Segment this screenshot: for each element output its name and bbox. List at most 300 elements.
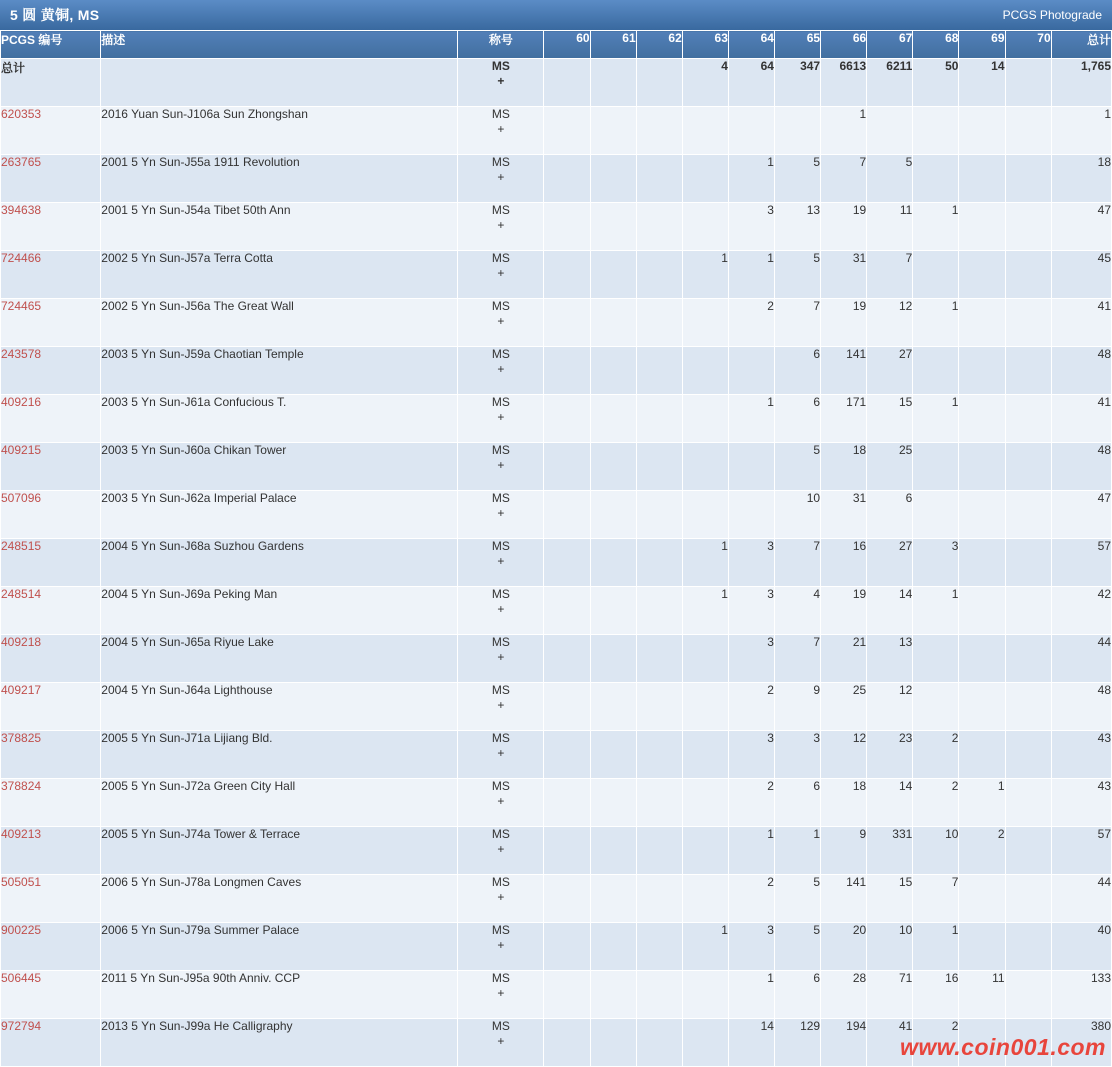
cell-grade-64: 1 (728, 971, 774, 1019)
cell-grade-64 (728, 107, 774, 155)
cell-grade-61 (590, 299, 636, 347)
cell-grade-63: 4 (682, 59, 728, 107)
cell-grade-64: 2 (728, 779, 774, 827)
cell-grade-designation: MS + (458, 635, 544, 683)
pcgs-number-link[interactable]: 409213 (1, 827, 42, 841)
cell-grade-60 (544, 491, 590, 539)
cell-grade-68 (913, 683, 959, 731)
pcgs-number-link[interactable]: 409216 (1, 395, 42, 409)
cell-grade-63 (682, 683, 728, 731)
cell-grade-60 (544, 443, 590, 491)
cell-total: 1 (1051, 107, 1111, 155)
cell-grade-63 (682, 443, 728, 491)
cell-grade-61 (590, 203, 636, 251)
cell-grade-65: 7 (774, 299, 820, 347)
cell-grade-70 (1005, 395, 1051, 443)
cell-grade-67: 14 (867, 779, 913, 827)
cell-grade-67: 10 (867, 923, 913, 971)
cell-pcgs-number[interactable] (1, 395, 101, 443)
table-row (1, 299, 1112, 347)
pcgs-number-link[interactable]: 248514 (1, 587, 42, 601)
cell-grade-designation: MS + (458, 347, 544, 395)
cell-grade-67 (867, 107, 913, 155)
cell-grade-designation: MS + (458, 875, 544, 923)
cell-grade-63 (682, 875, 728, 923)
cell-grade-68: 2 (913, 731, 959, 779)
cell-grade-64: 1 (728, 395, 774, 443)
cell-pcgs-number[interactable] (1, 923, 101, 971)
cell-grade-66: 18 (821, 443, 867, 491)
cell-grade-66: 141 (821, 347, 867, 395)
cell-grade-65: 5 (774, 923, 820, 971)
cell-grade-70 (1005, 779, 1051, 827)
cell-grade-68: 2 (913, 1019, 959, 1067)
cell-grade-66: 16 (821, 539, 867, 587)
table-body (1, 59, 1112, 1067)
cell-grade-61 (590, 971, 636, 1019)
photograde-label[interactable]: PCGS Photograde (1002, 8, 1102, 22)
cell-grade-70 (1005, 971, 1051, 1019)
cell-grade-63 (682, 347, 728, 395)
cell-grade-70 (1005, 443, 1051, 491)
table-row (1, 875, 1112, 923)
column-header-64[interactable]: 64 (728, 31, 774, 59)
pcgs-number-link[interactable]: 900225 (1, 923, 42, 937)
table-row (1, 683, 1112, 731)
cell-grade-62 (636, 155, 682, 203)
table-row (1, 491, 1112, 539)
cell-description: 2003 5 Yn Sun-J59a Chaotian Temple (101, 347, 458, 395)
cell-grade-68: 50 (913, 59, 959, 107)
cell-pcgs-number[interactable] (1, 299, 101, 347)
pcgs-number-link[interactable]: 972794 (1, 1019, 42, 1033)
cell-grade-65: 9 (774, 683, 820, 731)
cell-grade-62 (636, 587, 682, 635)
cell-grade-66: 28 (821, 971, 867, 1019)
cell-grade-61 (590, 107, 636, 155)
cell-grade-61 (590, 779, 636, 827)
site-watermark: www.coin001.com (899, 1034, 1106, 1060)
cell-grade-66: 9 (821, 827, 867, 875)
cell-grade-67: 331 (867, 827, 913, 875)
cell-grade-61 (590, 443, 636, 491)
cell-grade-designation: MS + (458, 827, 544, 875)
cell-grade-68: 7 (913, 875, 959, 923)
cell-grade-66: 141 (821, 875, 867, 923)
cell-grade-60 (544, 587, 590, 635)
cell-grade-69 (959, 731, 1005, 779)
cell-grade-61 (590, 683, 636, 731)
cell-grade-62 (636, 875, 682, 923)
cell-pcgs-number[interactable] (1, 155, 101, 203)
cell-grade-60 (544, 923, 590, 971)
cell-total: 133 (1051, 971, 1111, 1019)
cell-grade-63 (682, 299, 728, 347)
cell-grade-70 (1005, 875, 1051, 923)
pcgs-number-link: 总计 (1, 61, 26, 75)
cell-grade-70 (1005, 107, 1051, 155)
cell-grade-61 (590, 635, 636, 683)
cell-grade-65: 1 (774, 827, 820, 875)
cell-description: 2004 5 Yn Sun-J65a Riyue Lake (101, 635, 458, 683)
cell-grade-61 (590, 155, 636, 203)
cell-grade-69 (959, 491, 1005, 539)
cell-grade-65: 6 (774, 395, 820, 443)
cell-grade-63 (682, 731, 728, 779)
cell-grade-70 (1005, 539, 1051, 587)
table-row (1, 347, 1112, 395)
cell-grade-60 (544, 107, 590, 155)
cell-grade-62 (636, 539, 682, 587)
cell-grade-69 (959, 299, 1005, 347)
cell-description: 2005 5 Yn Sun-J74a Tower & Terrace (101, 827, 458, 875)
cell-grade-68: 1 (913, 203, 959, 251)
cell-pcgs-number[interactable] (1, 875, 101, 923)
column-header-grade[interactable]: 称号 (458, 31, 544, 59)
pcgs-number-link[interactable]: 724466 (1, 251, 42, 265)
table-row (1, 395, 1112, 443)
cell-grade-designation: MS + (458, 107, 544, 155)
cell-grade-62 (636, 971, 682, 1019)
pcgs-number-link[interactable]: 263765 (1, 155, 42, 169)
cell-description: 2011 5 Yn Sun-J95a 90th Anniv. CCP (101, 971, 458, 1019)
table-row (1, 251, 1112, 299)
cell-total: 44 (1051, 635, 1111, 683)
cell-pcgs-number[interactable] (1, 107, 101, 155)
population-table (0, 30, 1112, 1067)
cell-pcgs-number[interactable] (1, 683, 101, 731)
cell-grade-61 (590, 59, 636, 107)
column-header-description[interactable]: 描述 (101, 31, 458, 59)
cell-grade-69 (959, 875, 1005, 923)
cell-total: 48 (1051, 347, 1111, 395)
cell-pcgs-number[interactable] (1, 443, 101, 491)
cell-grade-69 (959, 1019, 1005, 1067)
cell-grade-61 (590, 875, 636, 923)
cell-grade-65: 10 (774, 491, 820, 539)
cell-grade-68: 2 (913, 779, 959, 827)
cell-grade-60 (544, 347, 590, 395)
cell-grade-65: 347 (774, 59, 820, 107)
cell-grade-60 (544, 683, 590, 731)
column-header-66[interactable]: 66 (821, 31, 867, 59)
cell-description (101, 59, 458, 107)
cell-description: 2001 5 Yn Sun-J54a Tibet 50th Ann (101, 203, 458, 251)
cell-grade-67: 27 (867, 347, 913, 395)
table-row (1, 635, 1112, 683)
column-header-70[interactable]: 70 (1005, 31, 1051, 59)
cell-grade-65: 13 (774, 203, 820, 251)
cell-grade-62 (636, 635, 682, 683)
cell-grade-61 (590, 347, 636, 395)
cell-grade-designation: MS + (458, 443, 544, 491)
cell-total: 47 (1051, 203, 1111, 251)
cell-grade-66: 25 (821, 683, 867, 731)
cell-grade-68 (913, 251, 959, 299)
cell-grade-62 (636, 731, 682, 779)
cell-pcgs-number[interactable] (1, 347, 101, 395)
cell-description: 2013 5 Yn Sun-J99a He Calligraphy (101, 1019, 458, 1067)
table-row (1, 923, 1112, 971)
cell-pcgs-number[interactable] (1, 971, 101, 1019)
cell-pcgs-number[interactable] (1, 1019, 101, 1067)
cell-grade-63: 1 (682, 539, 728, 587)
cell-grade-68: 10 (913, 827, 959, 875)
cell-grade-63: 1 (682, 923, 728, 971)
cell-pcgs-number (1, 59, 101, 107)
cell-pcgs-number[interactable] (1, 491, 101, 539)
cell-grade-67: 11 (867, 203, 913, 251)
cell-pcgs-number[interactable] (1, 731, 101, 779)
column-header-69[interactable]: 69 (959, 31, 1005, 59)
cell-grade-66: 31 (821, 491, 867, 539)
table-row (1, 1019, 1112, 1067)
cell-total: 41 (1051, 395, 1111, 443)
cell-total: 57 (1051, 827, 1111, 875)
pcgs-number-link[interactable]: 505051 (1, 875, 42, 889)
cell-grade-designation: MS + (458, 299, 544, 347)
cell-grade-65: 5 (774, 155, 820, 203)
pcgs-number-link[interactable]: 507096 (1, 491, 42, 505)
table-row (1, 827, 1112, 875)
cell-grade-66: 194 (821, 1019, 867, 1067)
cell-grade-61 (590, 731, 636, 779)
cell-grade-63: 1 (682, 587, 728, 635)
cell-grade-67: 15 (867, 395, 913, 443)
cell-grade-67: 5 (867, 155, 913, 203)
cell-grade-67: 23 (867, 731, 913, 779)
cell-grade-designation: MS + (458, 155, 544, 203)
cell-grade-64: 1 (728, 251, 774, 299)
cell-pcgs-number[interactable] (1, 779, 101, 827)
cell-grade-64: 64 (728, 59, 774, 107)
cell-total: 42 (1051, 587, 1111, 635)
cell-description: 2006 5 Yn Sun-J78a Longmen Caves (101, 875, 458, 923)
cell-total: 48 (1051, 443, 1111, 491)
cell-grade-70 (1005, 251, 1051, 299)
cell-description: 2005 5 Yn Sun-J71a Lijiang Bld. (101, 731, 458, 779)
cell-grade-68 (913, 155, 959, 203)
cell-grade-64: 3 (728, 203, 774, 251)
cell-grade-69 (959, 107, 1005, 155)
cell-pcgs-number[interactable] (1, 635, 101, 683)
cell-description: 2002 5 Yn Sun-J57a Terra Cotta (101, 251, 458, 299)
cell-grade-64: 2 (728, 299, 774, 347)
column-header-61[interactable]: 61 (590, 31, 636, 59)
cell-grade-62 (636, 299, 682, 347)
cell-grade-67: 71 (867, 971, 913, 1019)
cell-grade-67: 13 (867, 635, 913, 683)
cell-grade-designation: MS + (458, 251, 544, 299)
cell-pcgs-number[interactable] (1, 587, 101, 635)
cell-grade-64: 3 (728, 731, 774, 779)
cell-grade-61 (590, 923, 636, 971)
cell-grade-65: 7 (774, 539, 820, 587)
cell-grade-65: 129 (774, 1019, 820, 1067)
header-row (1, 31, 1112, 59)
cell-grade-68: 3 (913, 539, 959, 587)
cell-grade-69 (959, 539, 1005, 587)
page-title: 5 圆 黄铜, MS (10, 7, 100, 23)
cell-grade-60 (544, 203, 590, 251)
table-row (1, 443, 1112, 491)
table-row (1, 731, 1112, 779)
cell-grade-designation: MS + (458, 587, 544, 635)
cell-grade-68 (913, 443, 959, 491)
cell-grade-64: 3 (728, 539, 774, 587)
cell-total: 48 (1051, 683, 1111, 731)
cell-grade-63 (682, 155, 728, 203)
cell-grade-63 (682, 203, 728, 251)
cell-grade-66: 19 (821, 203, 867, 251)
cell-grade-67: 15 (867, 875, 913, 923)
cell-grade-69 (959, 683, 1005, 731)
totals-row (1, 59, 1112, 107)
cell-grade-69 (959, 251, 1005, 299)
cell-grade-60 (544, 395, 590, 443)
cell-grade-69: 14 (959, 59, 1005, 107)
cell-grade-70 (1005, 155, 1051, 203)
cell-grade-61 (590, 395, 636, 443)
cell-grade-60 (544, 779, 590, 827)
cell-grade-60 (544, 731, 590, 779)
cell-grade-68: 1 (913, 587, 959, 635)
cell-total: 380 (1051, 1019, 1111, 1067)
cell-grade-61 (590, 491, 636, 539)
cell-grade-68: 1 (913, 299, 959, 347)
table-row (1, 155, 1112, 203)
cell-grade-68 (913, 347, 959, 395)
cell-grade-designation: MS + (458, 731, 544, 779)
cell-pcgs-number[interactable] (1, 203, 101, 251)
cell-grade-64: 3 (728, 635, 774, 683)
cell-total: 43 (1051, 779, 1111, 827)
pcgs-number-link[interactable]: 378824 (1, 779, 42, 793)
cell-pcgs-number[interactable] (1, 251, 101, 299)
cell-grade-67: 12 (867, 299, 913, 347)
cell-grade-66: 20 (821, 923, 867, 971)
cell-description: 2005 5 Yn Sun-J72a Green City Hall (101, 779, 458, 827)
cell-grade-62 (636, 491, 682, 539)
cell-description: 2004 5 Yn Sun-J69a Peking Man (101, 587, 458, 635)
cell-grade-designation: MS + (458, 59, 544, 107)
cell-grade-70 (1005, 59, 1051, 107)
cell-grade-designation: MS + (458, 395, 544, 443)
column-header-67[interactable]: 67 (867, 31, 913, 59)
cell-grade-65 (774, 107, 820, 155)
cell-grade-64: 3 (728, 923, 774, 971)
column-header-65[interactable]: 65 (774, 31, 820, 59)
cell-grade-69 (959, 203, 1005, 251)
cell-description: 2004 5 Yn Sun-J64a Lighthouse (101, 683, 458, 731)
pcgs-number-link[interactable]: 724465 (1, 299, 42, 313)
cell-grade-69 (959, 443, 1005, 491)
cell-grade-70 (1005, 1019, 1051, 1067)
column-header-68[interactable]: 68 (913, 31, 959, 59)
pcgs-number-link[interactable]: 394638 (1, 203, 42, 217)
cell-grade-62 (636, 1019, 682, 1067)
cell-description: 2004 5 Yn Sun-J68a Suzhou Gardens (101, 539, 458, 587)
cell-description: 2001 5 Yn Sun-J55a 1911 Revolution (101, 155, 458, 203)
cell-grade-70 (1005, 203, 1051, 251)
cell-grade-65: 3 (774, 731, 820, 779)
cell-grade-60 (544, 1019, 590, 1067)
cell-grade-70 (1005, 731, 1051, 779)
cell-grade-61 (590, 827, 636, 875)
cell-grade-68 (913, 107, 959, 155)
cell-grade-69: 1 (959, 779, 1005, 827)
cell-grade-62 (636, 443, 682, 491)
column-header-pcgs-number[interactable]: PCGS 编号 (1, 31, 101, 59)
cell-grade-65: 6 (774, 971, 820, 1019)
pcgs-number-link[interactable]: 243578 (1, 347, 42, 361)
cell-grade-70 (1005, 683, 1051, 731)
cell-grade-63 (682, 779, 728, 827)
cell-grade-62 (636, 203, 682, 251)
cell-grade-67: 7 (867, 251, 913, 299)
cell-pcgs-number[interactable] (1, 827, 101, 875)
cell-grade-61 (590, 539, 636, 587)
cell-grade-66: 19 (821, 587, 867, 635)
cell-grade-designation: MS + (458, 971, 544, 1019)
cell-grade-67: 27 (867, 539, 913, 587)
pcgs-number-link[interactable]: 409218 (1, 635, 42, 649)
table-header (1, 31, 1112, 59)
cell-grade-63 (682, 491, 728, 539)
table-row (1, 779, 1112, 827)
table-row (1, 539, 1112, 587)
cell-grade-63 (682, 635, 728, 683)
cell-grade-65: 5 (774, 443, 820, 491)
cell-grade-66: 18 (821, 779, 867, 827)
cell-grade-60 (544, 635, 590, 683)
column-header-62[interactable]: 62 (636, 31, 682, 59)
cell-grade-62 (636, 347, 682, 395)
cell-grade-66: 31 (821, 251, 867, 299)
cell-grade-69 (959, 923, 1005, 971)
cell-grade-63 (682, 827, 728, 875)
cell-grade-68: 16 (913, 971, 959, 1019)
pcgs-number-link[interactable]: 378825 (1, 731, 42, 745)
cell-pcgs-number[interactable] (1, 539, 101, 587)
cell-grade-70 (1005, 587, 1051, 635)
cell-grade-62 (636, 395, 682, 443)
table-row (1, 107, 1112, 155)
pcgs-number-link[interactable]: 506445 (1, 971, 42, 985)
pcgs-number-link[interactable]: 248515 (1, 539, 42, 553)
cell-grade-60 (544, 827, 590, 875)
cell-grade-69: 11 (959, 971, 1005, 1019)
cell-grade-62 (636, 59, 682, 107)
cell-grade-designation: MS + (458, 923, 544, 971)
column-header-63[interactable]: 63 (682, 31, 728, 59)
cell-description: 2002 5 Yn Sun-J56a The Great Wall (101, 299, 458, 347)
cell-grade-64 (728, 347, 774, 395)
cell-grade-67: 41 (867, 1019, 913, 1067)
pcgs-number-link[interactable]: 620353 (1, 107, 42, 121)
column-header-total[interactable]: 总计 (1051, 31, 1111, 59)
cell-grade-60 (544, 299, 590, 347)
column-header-60[interactable]: 60 (544, 31, 590, 59)
cell-grade-68: 1 (913, 923, 959, 971)
cell-grade-70 (1005, 299, 1051, 347)
cell-grade-69: 2 (959, 827, 1005, 875)
pcgs-number-link[interactable]: 409215 (1, 443, 42, 457)
cell-grade-66: 6613 (821, 59, 867, 107)
pcgs-number-link[interactable]: 409217 (1, 683, 42, 697)
cell-total: 47 (1051, 491, 1111, 539)
cell-total: 44 (1051, 875, 1111, 923)
